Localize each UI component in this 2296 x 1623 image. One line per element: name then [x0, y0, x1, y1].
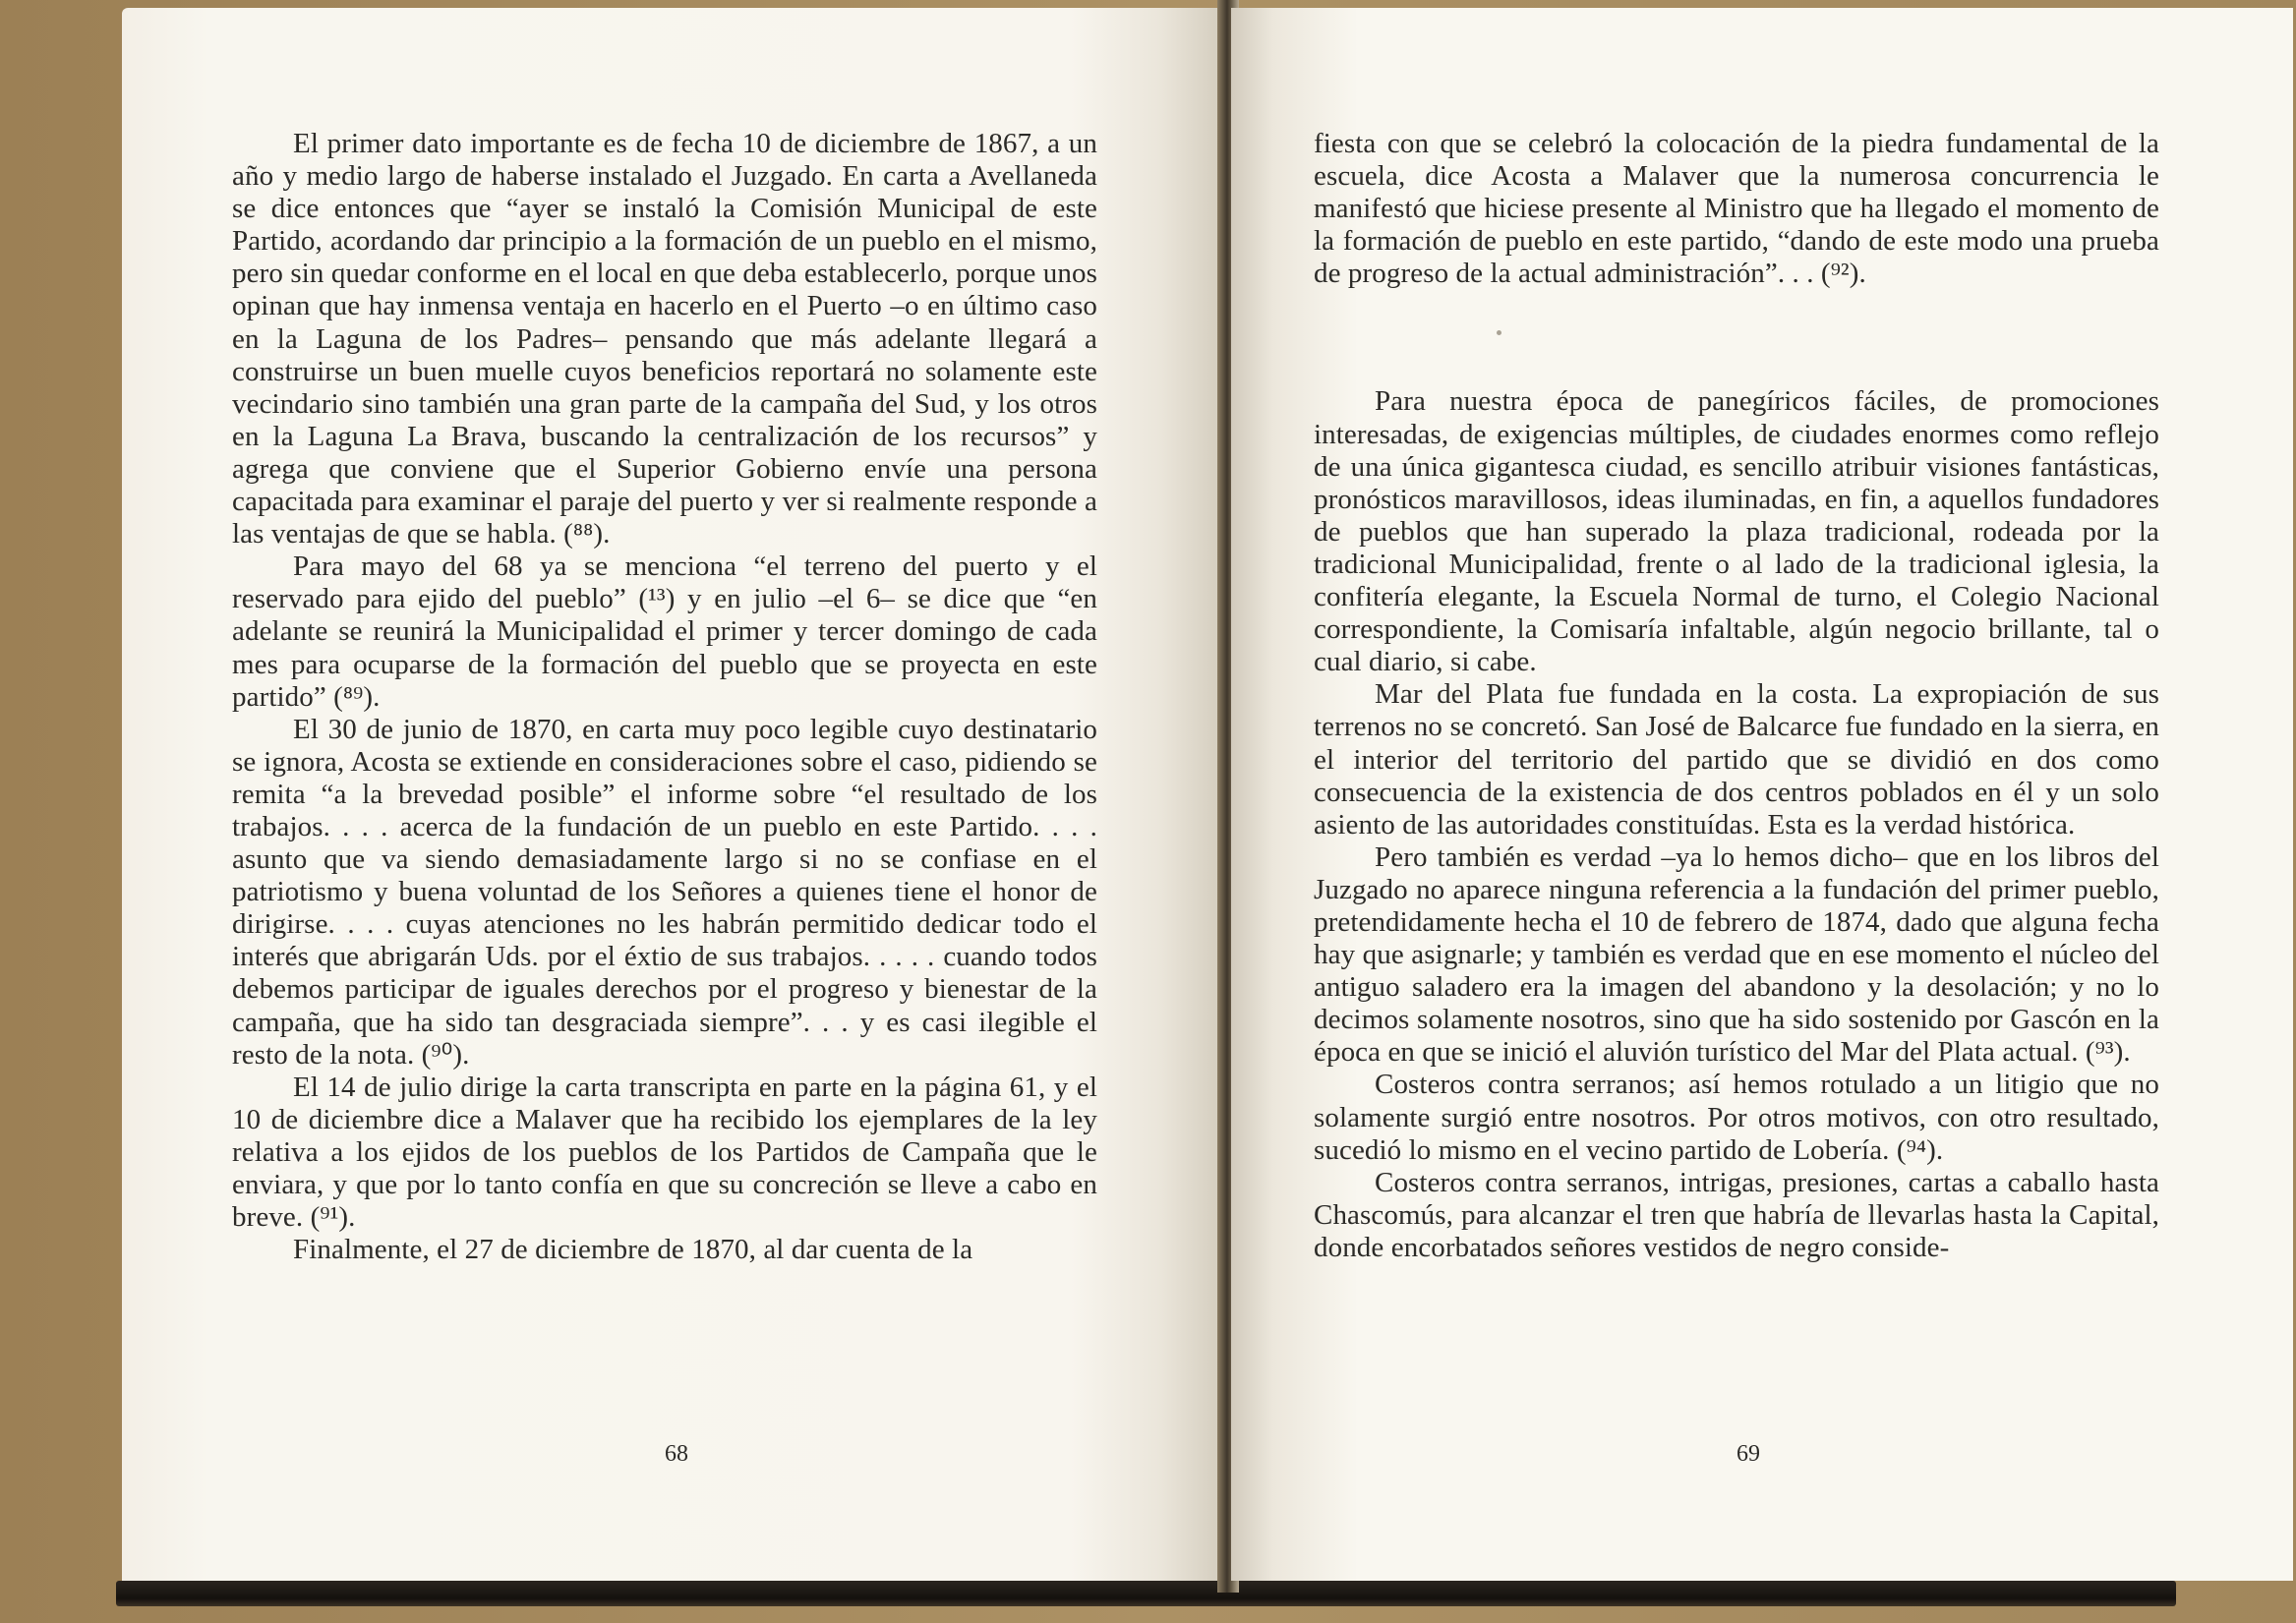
paragraph: Costeros contra serranos; así hemos rotulado a un litigio que no solamente surgió entre nosotros. Por otros motivos, con otro resultado, sucedió lo mismo en el vecino partido de Lobería. (⁹⁴).	[1314, 1069, 2159, 1166]
page-number: 68	[665, 1441, 688, 1467]
left-page-text	[232, 128, 1097, 1266]
right-page	[1231, 8, 2293, 1581]
ink-dot	[1497, 330, 1501, 335]
paragraph: El 30 de junio de 1870, en carta muy poco legible cuyo destinatario se ignora, Acosta se extiende en consideraciones sobre el caso, pidiendo se remita “a la brevedad posible” el informe sobre “el resultado de los trabajos. . . . acerca de la fundación de un pueblo en este Partido. . . . asunto que va siendo demasiadamente largo si no se confiase en el patriotismo y buena voluntad de los Señores a quienes tiene el honor de dirigirse. . . . cuyas atenciones no les habrán permitido dedicar todo el interés que abrigarán Uds. por el éxtio de sus trabajos. . . . . cuando todos debemos participar de iguales derechos por el progreso y bienestar de la campaña, que ha sido tan desgraciada siempre”. . . y es casi ilegible el resto de la nota. (⁹⁰).	[232, 713, 1097, 1071]
book-bottom-edge	[116, 1581, 2176, 1606]
paragraph: Costeros contra serranos, intrigas, presiones, cartas a caballo hasta Chascomús, para alcanzar el tren que habría de llevarlas hasta la Capital, donde encorbatados señores vestidos de negro conside-	[1314, 1166, 2159, 1263]
right-page-text	[1314, 128, 2159, 1264]
paragraph: Mar del Plata fue fundada en la costa. La expropiación de sus terrenos no se concretó. San José de Balcarce fue fundado en la sierra, en el interior del territorio del partido que se dividió en dos como consecuencia de la existencia de dos centros poblados en él y un solo asiento de las autoridades constituídas. Esta es la verdad histórica.	[1314, 678, 2159, 840]
section-gap	[1314, 290, 2159, 385]
paragraph: El primer dato importante es de fecha 10 de diciembre de 1867, a un año y medio largo de haberse instalado el Juzgado. En carta a Avellaneda se dice entonces que “ayer se instaló la Comisión Municipal de este Partido, acordando dar principio a la formación de un pueblo en el mismo, pero sin quedar conforme en el local en que deba establecerlo, porque unos opinan que hay inmensa ventaja en hacerlo en el Puerto –o en último caso en la Laguna de los Padres– pensando que más adelante llegará a construirse un buen muelle cuyos beneficios reportará no solamente este vecindario sino también una gran parte de la campaña del Sud, y los otros en la Laguna La Brava, buscando la centralización de los recursos” y agrega que conviene que el Superior Gobierno envíe una persona capacitada para examinar el paraje del puerto y ver si realmente responde a las ventajas de que se habla. (⁸⁸).	[232, 128, 1097, 551]
paragraph: fiesta con que se celebró la colocación de la piedra fundamental de la escuela, dice Acosta a Malaver que la numerosa concurrencia le manifestó que hiciese presente al Ministro que ha llegado el momento de la formación de pueblo en este partido, “dando de este modo una prueba de progreso de la actual administración”. . . (⁹²).	[1314, 128, 2159, 290]
paragraph: Para mayo del 68 ya se menciona “el terreno del puerto y el reservado para ejido del pueblo” (¹³) y en julio –el 6– se dice que “en adelante se reunirá la Municipalidad el primer y tercer domingo de cada mes para ocuparse de la formación del pueblo que se proyecta en este partido” (⁸⁹).	[232, 551, 1097, 713]
paragraph: Pero también es verdad –ya lo hemos dicho– que en los libros del Juzgado no aparece ninguna referencia a la fundación del primer pueblo, pretendidamente hecha el 10 de febrero de 1874, dado que alguna fecha hay que asignarle; y también es verdad que en ese momento el núcleo del antiguo saladero era la imagen del abandono y la desolación; y no lo decimos solamente nosotros, sino que ha sido sostenido por Gascón en la época en que se inició el aluvión turístico del Mar del Plata actual. (⁹³).	[1314, 840, 2159, 1069]
left-page	[122, 8, 1225, 1581]
paragraph: El 14 de julio dirige la carta transcripta en parte en la página 61, y el 10 de diciembre dice a Malaver que ha recibido los ejemplares de la ley relativa a los ejidos de los pueblos de los Partidos de Campaña que le enviara, y que por lo tanto confía en que su concreción se lleve a cabo en breve. (⁹¹).	[232, 1071, 1097, 1234]
paragraph: Finalmente, el 27 de diciembre de 1870, al dar cuenta de la	[293, 1234, 973, 1266]
paragraph: Para nuestra época de panegíricos fáciles, de promociones interesadas, de exigencias múltiples, de ciudades enormes como reflejo de una única gigantesca ciudad, es sencillo atribuir visiones fantásticas, pronósticos maravillosos, ideas iluminadas, en fin, a aquellos fundadores de pueblos que han superado la plaza tradicional, rodeada por la tradicional Municipalidad, frente o al lado de la tradicional iglesia, la confitería elegante, la Escuela Normal de turno, el Colegio Nacional correspondiente, la Comisaría infaltable, algún negocio brillante, tal o cual diario, si cabe.	[1314, 385, 2159, 678]
page-number: 69	[1737, 1441, 1760, 1467]
